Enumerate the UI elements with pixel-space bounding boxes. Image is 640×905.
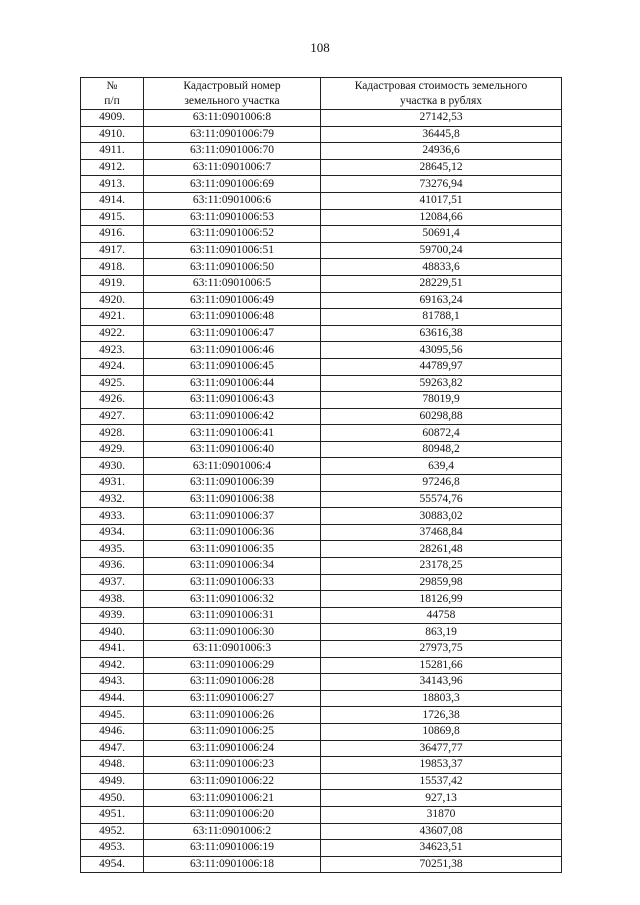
cell-cadastral-number: 63:11:0901006:40 (144, 441, 321, 458)
cell-cadastral-value: 44758 (321, 607, 562, 624)
cell-cadastral-value: 15537,42 (321, 773, 562, 790)
cell-cadastral-number: 63:11:0901006:36 (144, 524, 321, 541)
cell-cadastral-value: 927,13 (321, 790, 562, 807)
cell-row-number: 4937. (81, 574, 144, 591)
cell-row-number: 4929. (81, 441, 144, 458)
table-row (81, 110, 562, 127)
cell-row-number: 4949. (81, 773, 144, 790)
cell-cadastral-value: 18126,99 (321, 591, 562, 608)
cell-cadastral-value: 80948,2 (321, 441, 562, 458)
cell-cadastral-value: 28645,12 (321, 159, 562, 176)
cell-cadastral-value: 78019,9 (321, 392, 562, 409)
cell-cadastral-value: 41017,51 (321, 192, 562, 209)
table-row (81, 392, 562, 409)
cell-cadastral-value: 43095,56 (321, 342, 562, 359)
cell-cadastral-number: 63:11:0901006:42 (144, 408, 321, 425)
cell-cadastral-value: 36477,77 (321, 740, 562, 757)
cell-cadastral-value: 29859,98 (321, 574, 562, 591)
cell-cadastral-value: 59263,82 (321, 375, 562, 392)
header-line: Кадастровая стоимость земельного (354, 79, 528, 92)
cell-row-number: 4910. (81, 126, 144, 143)
table-row (81, 143, 562, 160)
table-row (81, 408, 562, 425)
cell-cadastral-number: 63:11:0901006:7 (144, 159, 321, 176)
cell-cadastral-number: 63:11:0901006:47 (144, 325, 321, 342)
cell-cadastral-value: 18803,3 (321, 690, 562, 707)
cell-cadastral-number: 63:11:0901006:8 (144, 110, 321, 127)
table-row (81, 773, 562, 790)
cell-cadastral-number: 63:11:0901006:6 (144, 192, 321, 209)
cell-row-number: 4921. (81, 309, 144, 326)
table-row (81, 740, 562, 757)
cell-cadastral-value: 70251,38 (321, 856, 562, 873)
cell-row-number: 4945. (81, 707, 144, 724)
cell-cadastral-number: 63:11:0901006:33 (144, 574, 321, 591)
cell-cadastral-value: 639,4 (321, 458, 562, 475)
cell-cadastral-value: 34143,96 (321, 674, 562, 691)
header-cadastral-value (321, 78, 562, 110)
cell-row-number: 4938. (81, 591, 144, 608)
cell-cadastral-number: 63:11:0901006:50 (144, 259, 321, 276)
table-row (81, 441, 562, 458)
cell-cadastral-number: 63:11:0901006:53 (144, 209, 321, 226)
cell-cadastral-number: 63:11:0901006:37 (144, 508, 321, 525)
cell-row-number: 4947. (81, 740, 144, 757)
cell-row-number: 4948. (81, 757, 144, 774)
cell-cadastral-value: 81788,1 (321, 309, 562, 326)
cell-cadastral-number: 63:11:0901006:25 (144, 723, 321, 740)
header-number (81, 78, 144, 110)
cell-row-number: 4950. (81, 790, 144, 807)
table-row (81, 358, 562, 375)
table-row (81, 176, 562, 193)
cell-cadastral-value: 50691,4 (321, 226, 562, 243)
cell-row-number: 4935. (81, 541, 144, 558)
cell-cadastral-value: 24936,6 (321, 143, 562, 160)
table-row (81, 342, 562, 359)
cell-cadastral-value: 28229,51 (321, 275, 562, 292)
cell-row-number: 4943. (81, 674, 144, 691)
cell-cadastral-number: 63:11:0901006:31 (144, 607, 321, 624)
cell-row-number: 4946. (81, 723, 144, 740)
cell-row-number: 4936. (81, 558, 144, 575)
cell-row-number: 4941. (81, 641, 144, 658)
cell-row-number: 4922. (81, 325, 144, 342)
cell-cadastral-value: 59700,24 (321, 242, 562, 259)
cell-cadastral-number: 63:11:0901006:23 (144, 757, 321, 774)
header-cadastral-number (144, 78, 321, 110)
table-row (81, 126, 562, 143)
cell-row-number: 4918. (81, 259, 144, 276)
cell-cadastral-number: 63:11:0901006:39 (144, 475, 321, 492)
table-row (81, 375, 562, 392)
cell-cadastral-number: 63:11:0901006:24 (144, 740, 321, 757)
table-row (81, 641, 562, 658)
table-row (81, 541, 562, 558)
table-row (81, 458, 562, 475)
cell-cadastral-number: 63:11:0901006:51 (144, 242, 321, 259)
cell-cadastral-value: 48833,6 (321, 259, 562, 276)
cell-cadastral-number: 63:11:0901006:44 (144, 375, 321, 392)
cell-row-number: 4915. (81, 209, 144, 226)
cell-cadastral-value: 97246,8 (321, 475, 562, 492)
header-line: п/п (104, 94, 120, 107)
cell-row-number: 4952. (81, 823, 144, 840)
table-row (81, 574, 562, 591)
cell-cadastral-value: 23178,25 (321, 558, 562, 575)
table-row (81, 209, 562, 226)
cell-row-number: 4930. (81, 458, 144, 475)
table-row (81, 275, 562, 292)
table-row (81, 159, 562, 176)
cell-cadastral-number: 63:11:0901006:52 (144, 226, 321, 243)
table-row (81, 226, 562, 243)
cell-cadastral-number: 63:11:0901006:19 (144, 840, 321, 857)
cell-row-number: 4953. (81, 840, 144, 857)
cell-row-number: 4934. (81, 524, 144, 541)
table-header-row (81, 78, 562, 110)
cell-cadastral-value: 15281,66 (321, 657, 562, 674)
cell-cadastral-value: 19853,37 (321, 757, 562, 774)
table-row (81, 558, 562, 575)
table-row (81, 242, 562, 259)
table-row (81, 806, 562, 823)
cell-cadastral-number: 63:11:0901006:18 (144, 856, 321, 873)
cell-cadastral-number: 63:11:0901006:70 (144, 143, 321, 160)
cell-cadastral-value: 31870 (321, 806, 562, 823)
cell-cadastral-value: 1726,38 (321, 707, 562, 724)
table-row (81, 690, 562, 707)
cell-row-number: 4926. (81, 392, 144, 409)
cell-cadastral-number: 63:11:0901006:35 (144, 541, 321, 558)
cell-row-number: 4931. (81, 475, 144, 492)
table-row (81, 707, 562, 724)
cell-cadastral-number: 63:11:0901006:3 (144, 641, 321, 658)
cell-cadastral-value: 34623,51 (321, 840, 562, 857)
cell-cadastral-value: 27142,53 (321, 110, 562, 127)
cell-cadastral-value: 60298,88 (321, 408, 562, 425)
cell-row-number: 4954. (81, 856, 144, 873)
cell-cadastral-number: 63:11:0901006:30 (144, 624, 321, 641)
cell-cadastral-number: 63:11:0901006:69 (144, 176, 321, 193)
cell-row-number: 4928. (81, 425, 144, 442)
table-row (81, 591, 562, 608)
page-number: 108 (310, 40, 330, 55)
cell-row-number: 4916. (81, 226, 144, 243)
cell-row-number: 4911. (81, 143, 144, 160)
cell-row-number: 4927. (81, 408, 144, 425)
table-row (81, 292, 562, 309)
cell-cadastral-value: 36445,8 (321, 126, 562, 143)
cell-row-number: 4939. (81, 607, 144, 624)
cell-cadastral-value: 44789,97 (321, 358, 562, 375)
cell-row-number: 4919. (81, 275, 144, 292)
cell-row-number: 4925. (81, 375, 144, 392)
cell-row-number: 4923. (81, 342, 144, 359)
table-row (81, 309, 562, 326)
cell-cadastral-value: 28261,48 (321, 541, 562, 558)
table-row (81, 524, 562, 541)
cadastral-table (80, 77, 562, 873)
table-row (81, 607, 562, 624)
table-row (81, 325, 562, 342)
cell-cadastral-number: 63:11:0901006:38 (144, 491, 321, 508)
table-row (81, 259, 562, 276)
cell-row-number: 4914. (81, 192, 144, 209)
table-row (81, 508, 562, 525)
table-row (81, 823, 562, 840)
table-row (81, 856, 562, 873)
cell-row-number: 4912. (81, 159, 144, 176)
cell-cadastral-number: 63:11:0901006:45 (144, 358, 321, 375)
cell-row-number: 4951. (81, 806, 144, 823)
table-row (81, 475, 562, 492)
cell-cadastral-number: 63:11:0901006:22 (144, 773, 321, 790)
cell-row-number: 4942. (81, 657, 144, 674)
cell-row-number: 4917. (81, 242, 144, 259)
cell-cadastral-value: 63616,38 (321, 325, 562, 342)
cell-cadastral-number: 63:11:0901006:5 (144, 275, 321, 292)
cell-cadastral-number: 63:11:0901006:26 (144, 707, 321, 724)
cell-cadastral-number: 63:11:0901006:21 (144, 790, 321, 807)
header-line: № (106, 79, 118, 92)
cell-cadastral-value: 43607,08 (321, 823, 562, 840)
cell-cadastral-number: 63:11:0901006:43 (144, 392, 321, 409)
cell-row-number: 4924. (81, 358, 144, 375)
cell-row-number: 4909. (81, 110, 144, 127)
table-row (81, 723, 562, 740)
cell-cadastral-number: 63:11:0901006:48 (144, 309, 321, 326)
cell-cadastral-number: 63:11:0901006:46 (144, 342, 321, 359)
table-row (81, 674, 562, 691)
cell-cadastral-number: 63:11:0901006:34 (144, 558, 321, 575)
cell-row-number: 4933. (81, 508, 144, 525)
cell-cadastral-value: 12084,66 (321, 209, 562, 226)
cell-cadastral-value: 60872,4 (321, 425, 562, 442)
cell-cadastral-number: 63:11:0901006:20 (144, 806, 321, 823)
cell-cadastral-number: 63:11:0901006:29 (144, 657, 321, 674)
header-line: Кадастровый номер (183, 79, 281, 92)
cell-cadastral-number: 63:11:0901006:32 (144, 591, 321, 608)
cell-row-number: 4920. (81, 292, 144, 309)
cell-row-number: 4940. (81, 624, 144, 641)
cell-row-number: 4932. (81, 491, 144, 508)
cell-cadastral-value: 27973,75 (321, 641, 562, 658)
cell-cadastral-value: 55574,76 (321, 491, 562, 508)
cell-cadastral-value: 30883,02 (321, 508, 562, 525)
cell-cadastral-number: 63:11:0901006:2 (144, 823, 321, 840)
cell-cadastral-number: 63:11:0901006:41 (144, 425, 321, 442)
cell-cadastral-value: 73276,94 (321, 176, 562, 193)
table-row (81, 790, 562, 807)
cell-cadastral-number: 63:11:0901006:79 (144, 126, 321, 143)
cell-cadastral-value: 69163,24 (321, 292, 562, 309)
table-row (81, 192, 562, 209)
table-row (81, 840, 562, 857)
cell-cadastral-value: 37468,84 (321, 524, 562, 541)
cell-cadastral-number: 63:11:0901006:4 (144, 458, 321, 475)
table-body (81, 110, 562, 873)
cell-cadastral-value: 863,19 (321, 624, 562, 641)
header-line: земельного участка (184, 94, 280, 107)
cell-row-number: 4913. (81, 176, 144, 193)
table-row (81, 624, 562, 641)
table-row (81, 491, 562, 508)
table-row (81, 425, 562, 442)
cell-cadastral-value: 10869,8 (321, 723, 562, 740)
header-line: участка в рублях (399, 94, 482, 107)
table-row (81, 757, 562, 774)
table-row (81, 657, 562, 674)
cell-cadastral-number: 63:11:0901006:27 (144, 690, 321, 707)
cell-cadastral-number: 63:11:0901006:49 (144, 292, 321, 309)
cell-cadastral-number: 63:11:0901006:28 (144, 674, 321, 691)
cell-row-number: 4944. (81, 690, 144, 707)
